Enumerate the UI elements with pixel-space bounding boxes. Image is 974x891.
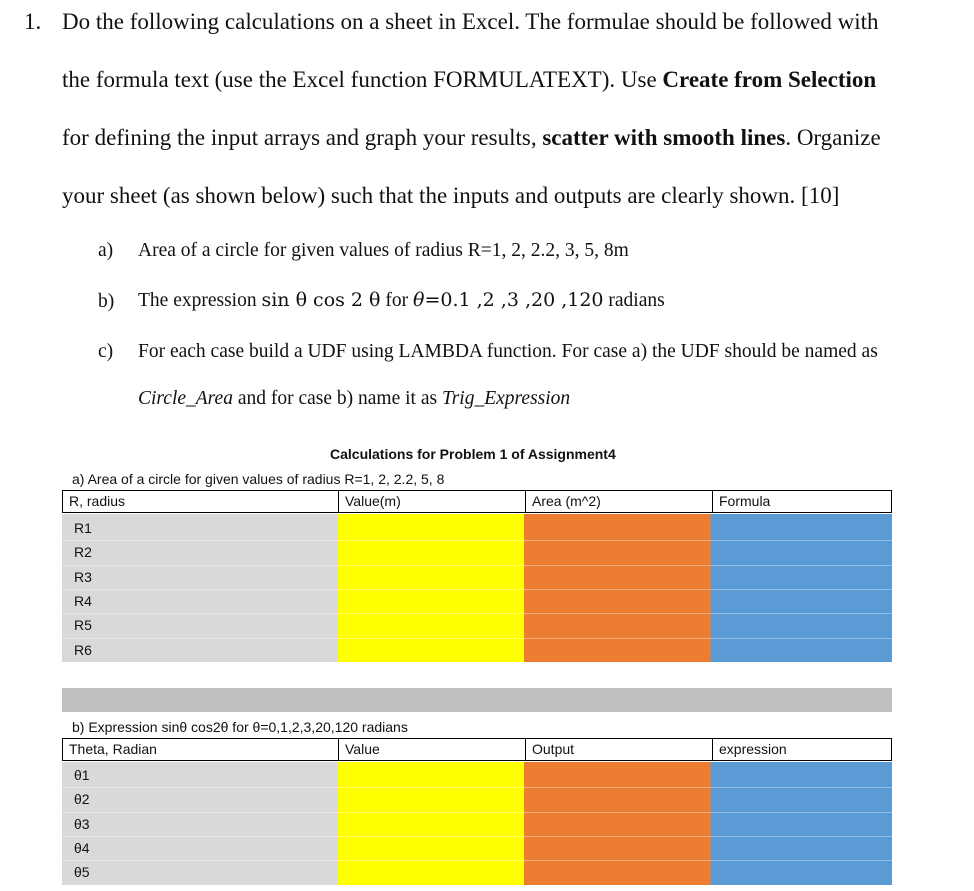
section-b-value-column <box>338 762 524 885</box>
udf-name-circle-area: Circle_Area <box>138 388 233 409</box>
header-theta: Theta, Radian <box>69 741 157 757</box>
row-gridline <box>62 860 892 861</box>
sub-b-theta: θ <box>413 289 425 311</box>
sub-a-text: Area of a circle for given values of radius R=1, 2, 2.2, 3, 5, 8m <box>138 240 629 261</box>
row-label: R1 <box>74 520 92 536</box>
row-gridline <box>62 565 892 566</box>
sub-b-values: =0.1 ,2 ,3 ,20 ,120 <box>424 289 604 311</box>
question-line-3-segment: scatter with smooth lines <box>542 125 786 150</box>
sub-c-label: c) <box>98 341 114 362</box>
header-value: Value(m) <box>338 491 525 512</box>
row-label: R4 <box>74 592 92 609</box>
sub-b-mid: for <box>380 290 413 311</box>
row-label: R5 <box>74 617 92 634</box>
row-gridline <box>62 812 892 813</box>
row-gridline <box>62 836 892 837</box>
row-gridline <box>62 613 892 614</box>
question-line-2-segment: Create from Selection <box>662 67 877 92</box>
row-label: θ2 <box>74 791 90 808</box>
row-gridline <box>62 787 892 788</box>
section-b-output-column <box>524 762 711 885</box>
row-label: θ3 <box>74 815 90 832</box>
section-a-caption: a) Area of a circle for given values of radius R=1, 2, 2.2, 5, 8 <box>72 471 445 487</box>
row-gridline <box>62 589 892 590</box>
question-line-3 <box>62 125 881 151</box>
question-line-1-segment: Do the following calculations on a sheet in Excel. The formulae should be followed with <box>62 9 879 34</box>
section-a-header-row <box>62 490 892 513</box>
sub-b-text <box>138 289 665 312</box>
sub-c-line2 <box>138 388 570 410</box>
question-line-3-segment: . Organize <box>785 125 881 150</box>
row-gridline <box>62 638 892 639</box>
header-area: Area (m^2) <box>525 491 712 512</box>
row-gridline <box>62 540 892 541</box>
section-b-label-column <box>62 762 338 885</box>
sub-c-line1: For each case build a UDF using LAMBDA function. For case a) the UDF should be named as <box>138 341 878 362</box>
section-b-header-row <box>62 738 892 761</box>
udf-name-trig-expression: Trig_Expression <box>441 388 571 409</box>
row-label: R2 <box>74 544 92 561</box>
row-label: R3 <box>74 568 92 585</box>
section-b-expression-column <box>711 762 892 885</box>
section-separator <box>62 688 892 712</box>
sub-b-expression: sin θ cos 2 θ <box>261 289 381 311</box>
question-line-3-segment: for defining the input arrays and graph your results, <box>62 125 543 150</box>
header-formula: Formula <box>712 491 892 512</box>
question-line-4-segment: your sheet (as shown below) such that the inputs and outputs are clearly shown. [10] <box>62 183 840 208</box>
header-value-b: Value <box>338 739 525 760</box>
question-line-1 <box>62 9 879 35</box>
question-line-2 <box>62 67 876 93</box>
row-label: θ4 <box>74 839 90 856</box>
question-line-2-segment: the formula text (use the Excel function FORMULATEXT). Use <box>62 67 663 92</box>
row-label: θ1 <box>74 767 90 783</box>
sub-b-post: radians <box>603 290 665 311</box>
header-radius: R, radius <box>69 493 126 509</box>
sub-b-pre: The expression <box>138 290 262 311</box>
sheet-title: Calculations for Problem 1 of Assignment4 <box>330 446 616 462</box>
sub-c-mid: and for case b) name it as <box>232 388 442 409</box>
question-line-4 <box>62 183 839 209</box>
header-output: Output <box>525 739 712 760</box>
row-label: θ5 <box>74 864 90 881</box>
question-number: 1. <box>24 9 42 34</box>
row-label: R6 <box>74 641 92 658</box>
sub-a-label: a) <box>98 240 114 261</box>
header-expression: expression <box>712 739 892 760</box>
sub-b-label: b) <box>98 291 115 312</box>
section-b-caption: b) Expression sinθ cos2θ for θ=0,1,2,3,20,120 radians <box>72 719 408 735</box>
